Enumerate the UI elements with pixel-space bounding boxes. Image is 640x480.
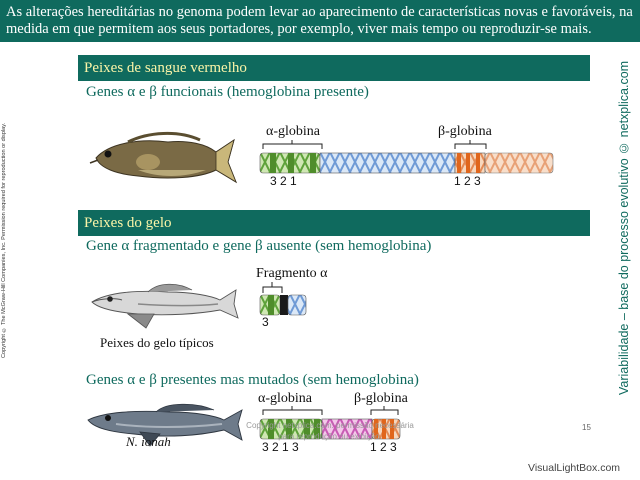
subtitle-red: Genes α e β funcionais (hemoglobina presente) xyxy=(86,84,369,100)
alpha-exon-numbers-red: 3 2 1 xyxy=(270,174,297,188)
alpha-bracket-ice xyxy=(262,406,324,416)
fish-ice-typical-illustration xyxy=(88,280,238,332)
alpha-bracket-red xyxy=(262,140,324,150)
beta-globin-label-ice: β-globina xyxy=(354,391,408,406)
fragment-chromosome xyxy=(260,294,308,316)
beta-globin-label-red: β-globina xyxy=(438,124,492,139)
watermark[interactable]: VisualLightBox.com xyxy=(528,462,621,474)
subtitle-ice-mutated: Genes α e β presentes mas mutados (sem hemoglobina) xyxy=(86,372,419,388)
species-n-ionah: N. ionah xyxy=(126,434,171,449)
alpha-exon-numbers-ice: 3 2 1 3 xyxy=(262,440,299,454)
section-title-red-text: Peixes de sangue vermelho xyxy=(84,60,247,76)
footer-copyright: Copyright netxplica.com: permissão necessária para reprodução ou exibição. xyxy=(246,421,414,441)
beta-exon-numbers-ice: 1 2 3 xyxy=(370,440,397,454)
ice-fish-caption: Peixes do gelo típicos xyxy=(100,335,214,350)
fragment-alpha-label: Fragmento α xyxy=(256,266,328,281)
alpha-globin-label-red: α-globina xyxy=(266,124,320,139)
chromosome-red-blooded xyxy=(260,152,555,174)
right-caption: Variabilidade – base do processo evolutivo © netxplica.com xyxy=(617,60,631,395)
beta-exon-numbers-red: 1 2 3 xyxy=(454,174,481,188)
fish-red-blooded-illustration xyxy=(88,130,238,192)
section-title-ice-text: Peixes do gelo xyxy=(84,215,172,231)
subtitle-ice-fragmented: Gene α fragmentado e gene β ausente (sem hemoglobina) xyxy=(86,238,432,254)
header-text: As alterações hereditárias no genoma podem levar ao aparecimento de características novas e favoráveis, na medida em que permitem aos seus portadores, por exemplo, viver mais tempo ou reproduzir-se mais. xyxy=(6,4,633,37)
section-title-ice xyxy=(78,210,590,236)
page-number: 15 xyxy=(582,423,591,432)
section-title-red xyxy=(78,55,590,81)
beta-bracket-red xyxy=(454,140,488,150)
beta-bracket-ice xyxy=(370,406,400,416)
header-banner xyxy=(0,0,640,42)
alpha-globin-label-ice: α-globina xyxy=(258,391,312,406)
fragment-exon-number: 3 xyxy=(262,315,269,329)
side-copyright: Copyright © The McGraw-Hill Companies, Inc. Permission required for reproduction or display. xyxy=(1,122,7,358)
fragment-bracket xyxy=(262,282,284,294)
